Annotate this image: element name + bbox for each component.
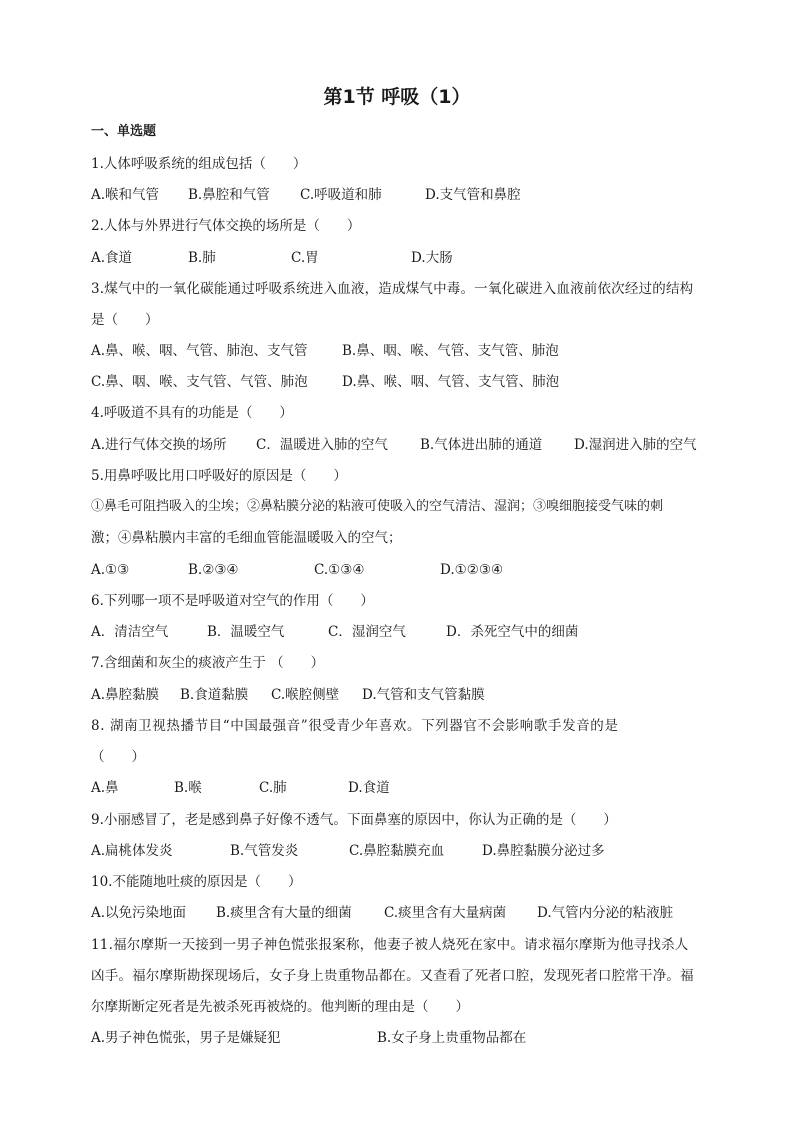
question-2-stem: 2.人体与外界进行气体交换的场所是（ ）: [91, 218, 361, 234]
option-d: D.湿润进入肺的空气: [574, 437, 697, 453]
option-b: B.喉: [174, 780, 202, 796]
option-a: A.喉和气管: [91, 187, 160, 203]
page-title: 第1节 呼吸（1）: [323, 86, 471, 108]
question-5-text-line1: ①鼻毛可阻挡吸入的尘埃；②鼻粘膜分泌的粘液可使吸入的空气清洁、湿润；③嗅细胞接受气味的刺: [91, 499, 664, 514]
option-c: C.肺: [259, 780, 287, 796]
option-a: A.男子神色慌张，男子是嫌疑犯: [91, 1030, 281, 1046]
option-a: A.食道: [91, 250, 133, 266]
option-a: A.鼻、喉、咽、气管、肺泡、支气管: [91, 343, 308, 359]
option-b: B.痰里含有大量的细菌: [216, 905, 352, 921]
question-8-options: [91, 777, 711, 799]
option-b: B.②③④: [188, 562, 239, 578]
question-11-stem-line1: 11.福尔摩斯一天接到一男子神色慌张报案称，他妻子被人烧死在家中。请求福尔摩斯为他寻找杀人: [91, 937, 689, 953]
question-8-stem-line1: 8. 湖南卫视热播节目“中国最强音”很受青少年喜欢。下列器官不会影响歌手发音的是: [91, 718, 619, 734]
question-4-stem: 4.呼吸道不具有的功能是（ ）: [91, 405, 293, 421]
option-c: C.胃: [291, 250, 319, 266]
option-a: A.鼻: [91, 780, 119, 796]
question-4-options: [91, 434, 711, 456]
option-d: D.支气管和鼻腔: [425, 187, 521, 203]
option-b: B.鼻、咽、喉、气管、支气管、肺泡: [342, 343, 559, 359]
option-a: A.扁桃体发炎: [91, 843, 173, 859]
option-d: D.食道: [348, 780, 390, 796]
question-3-options-row2: [91, 371, 711, 393]
question-9-options: [91, 840, 711, 862]
option-c: C．湿润空气: [328, 624, 406, 640]
option-d: D.①②③④: [440, 562, 504, 578]
question-1-stem: 1.人体呼吸系统的组成包括（ ）: [91, 156, 307, 172]
question-5-text-line2: 激；④鼻粘膜内丰富的毛细血管能温暖吸入的空气；: [91, 530, 402, 546]
option-a: A.①③: [91, 562, 130, 578]
question-5-options: [91, 559, 711, 581]
option-b: B.鼻腔和气管: [188, 187, 270, 203]
option-d: D.鼻、喉、咽、气管、支气管、肺泡: [342, 374, 560, 390]
option-d: D.鼻腔黏膜分泌过多: [482, 843, 605, 859]
question-5-stem: 5.用鼻呼吸比用口呼吸好的原因是（ ）: [91, 468, 347, 484]
option-b: B．温暖空气: [207, 624, 285, 640]
option-a: A.鼻腔黏膜: [91, 687, 160, 703]
question-7-stem: 7.含细菌和灰尘的痰液产生于 （ ）: [91, 655, 325, 671]
option-d: D．杀死空气中的细菌: [446, 624, 579, 640]
question-1-options: [91, 184, 711, 206]
question-3-stem-line1: 3.煤气中的一氧化碳能通过呼吸系统进入血液，造成煤气中毒。一氧化碳进入血液前依次经过的结构: [91, 281, 694, 297]
option-d: D.大肠: [411, 250, 453, 266]
option-c: C.喉腔侧壁: [271, 687, 340, 703]
question-3-options-row1: [91, 340, 711, 362]
option-c: C.鼻、咽、喉、支气管、气管、肺泡: [91, 374, 308, 390]
question-11-options: [91, 1027, 711, 1049]
option-b: B.肺: [188, 250, 216, 266]
option-d: D.气管内分泌的粘液脏: [537, 905, 674, 921]
option-c: C.呼吸道和肺: [300, 187, 382, 203]
question-3-stem-line2: 是（ ）: [91, 312, 159, 328]
question-11-stem-line3: 尔摩斯断定死者是先被杀死再被烧的。他判断的理由是（ ）: [91, 999, 469, 1015]
option-b: B.气体进出肺的通道: [420, 437, 543, 453]
question-8-stem-line2: （ ）: [91, 749, 145, 765]
question-11-stem-line2: 凶手。福尔摩斯勘探现场后，女子身上贵重物品都在。又查看了死者口腔，发现死者口腔常干净。福: [91, 968, 694, 984]
question-9-stem: 9.小丽感冒了，老是感到鼻子好像不透气。下面鼻塞的原因中，你认为正确的是（ ）: [91, 812, 617, 828]
question-10-stem: 10.不能随地吐痰的原因是（ ）: [91, 874, 302, 890]
option-c: C.①③④: [314, 562, 365, 578]
question-6-stem: 6.下列哪一项不是呼吸道对空气的作用（ ）: [91, 593, 374, 609]
option-d: D.气管和支气管黏膜: [362, 687, 485, 703]
question-2-options: [91, 247, 711, 269]
section-heading: 一、单选题: [91, 124, 157, 139]
option-c: C.鼻腔黏膜充血: [349, 843, 445, 859]
option-b: B.女子身上贵重物品都在: [377, 1030, 527, 1046]
option-b: B.食道黏膜: [180, 687, 249, 703]
option-a: A.以免污染地面: [91, 905, 187, 921]
option-b: B.气管发炎: [230, 843, 299, 859]
question-7-options: [91, 684, 711, 706]
option-c: C.痰里含有大量病菌: [384, 905, 507, 921]
option-a: A.进行气体交换的场所: [91, 437, 227, 453]
option-c: C．温暖进入肺的空气: [256, 437, 388, 453]
option-a: A．清洁空气: [91, 624, 169, 640]
question-10-options: [91, 902, 711, 924]
question-6-options: [91, 621, 711, 643]
